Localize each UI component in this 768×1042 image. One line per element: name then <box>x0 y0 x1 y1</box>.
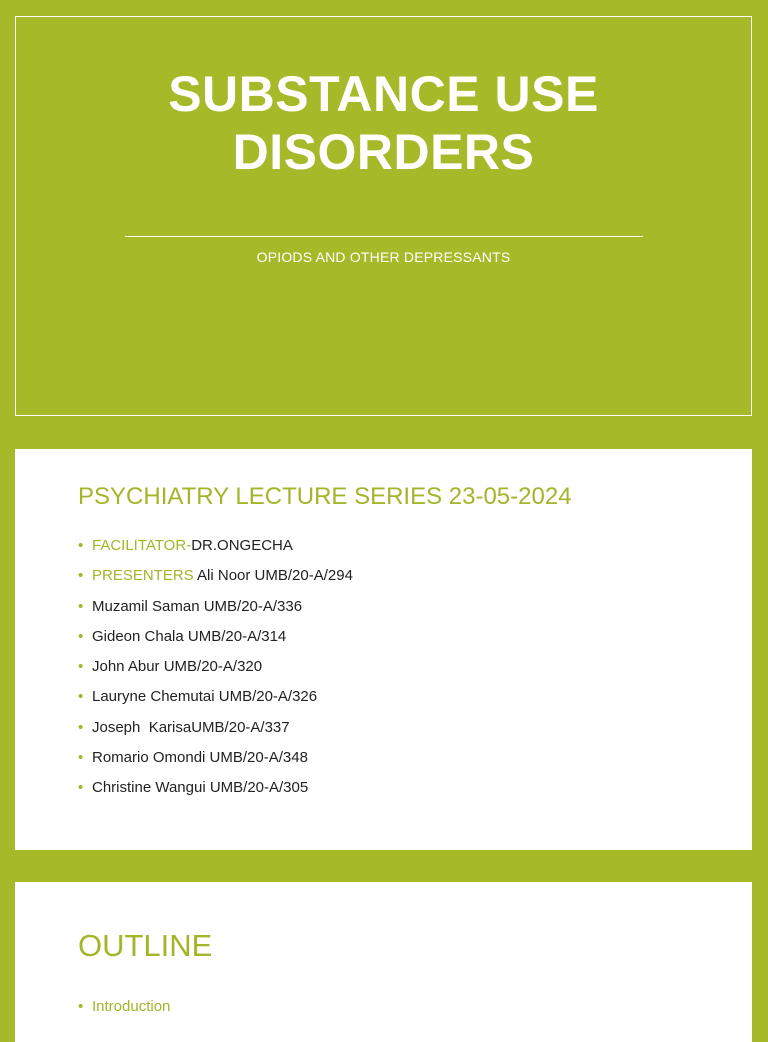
facilitator-name: DR.ONGECHA <box>191 537 293 554</box>
bullet-dot-icon: • <box>78 627 84 645</box>
bullet-dot-icon: • <box>78 597 84 615</box>
presenter-name: Ali Noor UMB/20-A/294 <box>193 567 353 585</box>
outline-slide <box>15 882 752 1042</box>
list-item <box>78 749 353 779</box>
presenter-name: Romario Omondi UMB/20-A/348 <box>92 749 308 767</box>
bullet-dot-icon: • <box>78 567 84 585</box>
presenter-name: Joseph KarisaUMB/20-A/337 <box>92 718 290 736</box>
lecture-slide <box>15 449 752 850</box>
list-item <box>78 688 353 718</box>
outline-item: Introduction <box>92 998 171 1015</box>
list-item <box>78 598 353 628</box>
presenter-name: Gideon Chala UMB/20-A/314 <box>92 627 287 645</box>
bullet-dot-icon: • <box>78 998 84 1015</box>
title-slide <box>15 16 752 416</box>
presenter-name: Christine Wangui UMB/20-A/305 <box>92 779 309 797</box>
slide-title <box>16 65 751 181</box>
bullet-dot-icon: • <box>78 658 84 676</box>
facilitator-label: FACILITATOR- <box>92 537 192 554</box>
bullet-dot-icon: • <box>78 688 84 706</box>
list-item <box>78 779 353 809</box>
title-line-2: DISORDERS <box>232 124 535 180</box>
outline-heading: OUTLINE <box>78 928 213 963</box>
title-line-1: SUBSTANCE USE <box>168 66 599 122</box>
bullet-dot-icon: • <box>78 537 84 554</box>
presenter-name: Muzamil Saman UMB/20-A/336 <box>92 597 303 615</box>
presenter-name: Lauryne Chemutai UMB/20-A/326 <box>92 688 318 706</box>
bullet-dot-icon: • <box>78 718 84 736</box>
lecture-heading: PSYCHIATRY LECTURE SERIES 23-05-2024 <box>78 483 572 510</box>
list-item-presenters <box>78 567 353 597</box>
bullet-dot-icon: • <box>78 749 84 767</box>
list-item-facilitator <box>78 537 353 567</box>
list-item <box>78 658 353 688</box>
list-item <box>78 628 353 658</box>
presenter-list <box>78 537 353 810</box>
title-divider <box>125 236 643 237</box>
presenter-name: John Abur UMB/20-A/320 <box>92 658 263 676</box>
bullet-dot-icon: • <box>78 779 84 797</box>
presenters-label: PRESENTERS <box>92 567 194 585</box>
list-item <box>78 719 353 749</box>
slide-subtitle: OPIODS AND OTHER DEPRESSANTS <box>256 249 511 265</box>
